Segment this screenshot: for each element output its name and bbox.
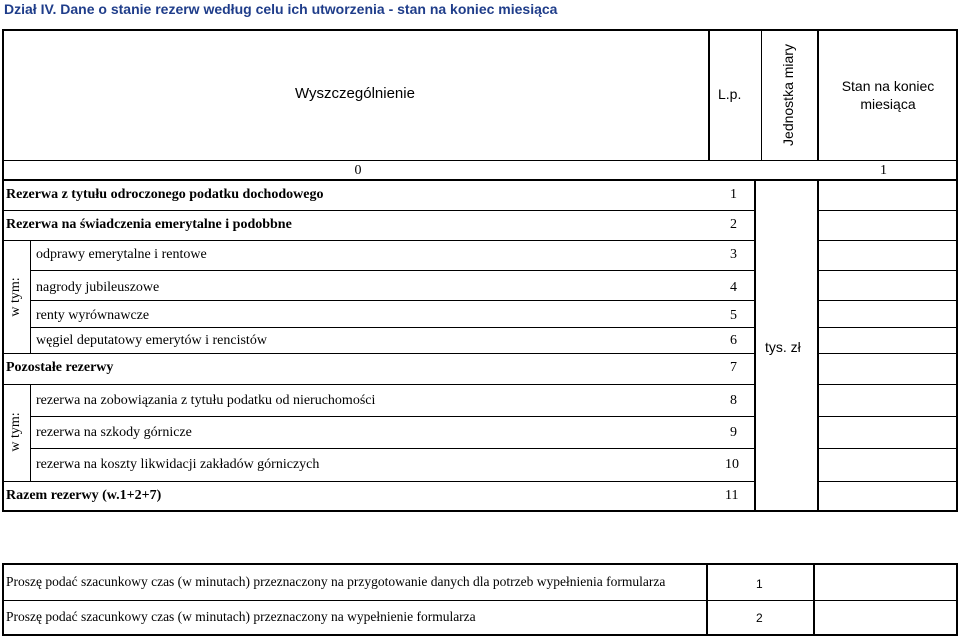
col-index-1: 1 — [880, 163, 887, 178]
time-row-lp-1: 1 — [756, 577, 763, 591]
row-label-7: Pozostałe rezerwy — [6, 360, 114, 375]
value-cell-3[interactable] — [820, 242, 954, 269]
row-lp-10: 10 — [725, 457, 739, 472]
value-cell-9[interactable] — [820, 418, 954, 447]
row-label-3: odprawy emerytalne i rentowe — [36, 247, 207, 262]
time-input-1[interactable] — [816, 566, 955, 599]
time-row-lp-2: 2 — [756, 611, 763, 625]
row-lp-3: 3 — [730, 247, 737, 262]
row-label-11: Razem rezerwy (w.1+2+7) — [6, 488, 162, 503]
row-lp-6: 6 — [730, 333, 737, 348]
value-cell-1[interactable] — [820, 181, 954, 209]
group-label-2: w tym: — [8, 412, 23, 452]
value-cell-7[interactable] — [820, 355, 954, 383]
time-row-label-2: Proszę podać szacunkowy czas (w minutach) przeznaczony na wypełnienie formularza — [6, 609, 476, 624]
row-lp-1: 1 — [730, 187, 737, 202]
row-lp-8: 8 — [730, 393, 737, 408]
row-label-8: rezerwa na zobowiązania z tytułu podatku od nieruchomości — [36, 393, 376, 408]
row-label-2: Rezerwa na świadczenia emerytalne i podobbne — [6, 217, 292, 232]
time-input-2[interactable] — [816, 602, 955, 633]
col-index-0: 0 — [354, 163, 362, 178]
row-lp-9: 9 — [730, 425, 737, 440]
value-cell-5[interactable] — [820, 302, 954, 326]
value-cell-2[interactable] — [820, 212, 954, 239]
value-cell-10[interactable] — [820, 450, 954, 480]
row-label-6: węgiel deputatowy emerytów i rencistów — [36, 333, 267, 348]
value-cell-6[interactable] — [820, 329, 954, 352]
header-lp: L.p. — [718, 86, 742, 102]
group-label-1: w tym: — [8, 277, 23, 317]
row-lp-7: 7 — [730, 360, 737, 375]
header-description: Wyszczególnienie — [295, 85, 415, 102]
row-lp-11: 11 — [725, 488, 739, 503]
header-end-state-1: Stan na koniec — [841, 78, 935, 94]
unit-value: tys. zł — [765, 339, 801, 355]
row-lp-4: 4 — [730, 280, 737, 295]
header-unit: Jednostka miary — [780, 44, 796, 146]
header-end-state-2: miesiąca — [860, 96, 916, 112]
value-cell-11[interactable] — [820, 483, 954, 509]
row-label-10: rezerwa na koszty likwidacji zakładów górniczych — [36, 457, 320, 472]
section-title: Dział IV. Dane o stanie rezerw według celu ich utworzenia - stan na koniec miesiąca — [4, 1, 558, 17]
row-label-4: nagrody jubileuszowe — [36, 280, 160, 295]
row-lp-5: 5 — [730, 308, 737, 323]
value-cell-4[interactable] — [820, 272, 954, 299]
row-label-5: renty wyrównawcze — [36, 308, 150, 323]
time-row-label-1: Proszę podać szacunkowy czas (w minutach) przeznaczony na przygotowanie danych dla potrzeb wypełnienia formularza — [6, 574, 666, 589]
value-cell-8[interactable] — [820, 386, 954, 415]
row-label-1: Rezerwa z tytułu odroczonego podatku dochodowego — [6, 187, 324, 202]
row-label-9: rezerwa na szkody górnicze — [36, 425, 192, 440]
row-lp-2: 2 — [730, 217, 737, 232]
